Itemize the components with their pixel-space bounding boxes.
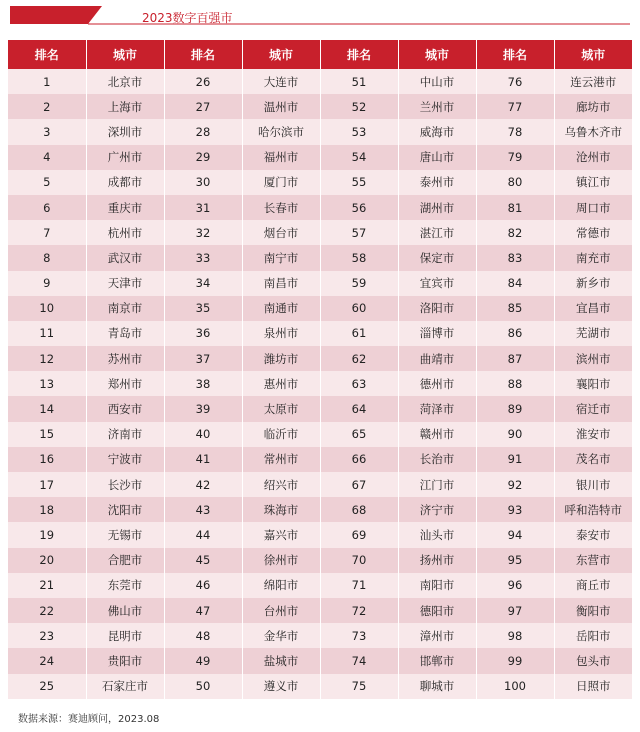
rank-cell: 1 <box>8 69 86 94</box>
table-row <box>8 422 632 447</box>
city-cell: 西安市 <box>86 396 164 421</box>
rank-cell: 80 <box>476 170 554 195</box>
city-cell: 南阳市 <box>398 573 476 598</box>
rank-cell: 86 <box>476 321 554 346</box>
city-cell: 大连市 <box>242 69 320 94</box>
city-cell: 泰安市 <box>554 522 632 547</box>
city-cell: 漳州市 <box>398 623 476 648</box>
city-cell: 哈尔滨市 <box>242 119 320 144</box>
city-cell: 湖州市 <box>398 195 476 220</box>
city-cell: 德阳市 <box>398 598 476 623</box>
rank-cell: 81 <box>476 195 554 220</box>
rank-cell: 84 <box>476 271 554 296</box>
table-row <box>8 648 632 673</box>
rank-cell: 42 <box>164 472 242 497</box>
city-cell: 洛阳市 <box>398 296 476 321</box>
rank-cell: 2 <box>8 94 86 119</box>
city-cell: 无锡市 <box>86 522 164 547</box>
city-cell: 菏泽市 <box>398 396 476 421</box>
rank-cell: 77 <box>476 94 554 119</box>
city-cell: 台州市 <box>242 598 320 623</box>
city-cell: 南京市 <box>86 296 164 321</box>
table-body <box>8 69 632 699</box>
city-cell: 青岛市 <box>86 321 164 346</box>
rank-cell: 5 <box>8 170 86 195</box>
title-bar <box>10 6 630 30</box>
city-cell: 连云港市 <box>554 69 632 94</box>
header-city-4: 城市 <box>554 40 632 69</box>
rank-cell: 70 <box>320 548 398 573</box>
city-cell: 岳阳市 <box>554 623 632 648</box>
city-cell: 聊城市 <box>398 674 476 699</box>
city-cell: 珠海市 <box>242 497 320 522</box>
rank-cell: 98 <box>476 623 554 648</box>
city-cell: 宁波市 <box>86 447 164 472</box>
city-cell: 烟台市 <box>242 220 320 245</box>
rank-cell: 97 <box>476 598 554 623</box>
rank-cell: 78 <box>476 119 554 144</box>
table-row <box>8 119 632 144</box>
rank-cell: 90 <box>476 422 554 447</box>
city-cell: 南宁市 <box>242 245 320 270</box>
rank-cell: 27 <box>164 94 242 119</box>
rank-cell: 20 <box>8 548 86 573</box>
city-cell: 徐州市 <box>242 548 320 573</box>
rank-cell: 62 <box>320 346 398 371</box>
rank-cell: 31 <box>164 195 242 220</box>
rank-cell: 57 <box>320 220 398 245</box>
city-cell: 惠州市 <box>242 371 320 396</box>
rank-cell: 29 <box>164 145 242 170</box>
table-row <box>8 245 632 270</box>
city-cell: 廊坊市 <box>554 94 632 119</box>
rank-cell: 58 <box>320 245 398 270</box>
rank-cell: 28 <box>164 119 242 144</box>
city-cell: 银川市 <box>554 472 632 497</box>
table-row <box>8 674 632 699</box>
rank-cell: 12 <box>8 346 86 371</box>
rank-cell: 71 <box>320 573 398 598</box>
city-cell: 沈阳市 <box>86 497 164 522</box>
city-cell: 合肥市 <box>86 548 164 573</box>
rank-cell: 76 <box>476 69 554 94</box>
rank-cell: 95 <box>476 548 554 573</box>
city-cell: 郑州市 <box>86 371 164 396</box>
table-row <box>8 69 632 94</box>
rank-cell: 47 <box>164 598 242 623</box>
city-cell: 周口市 <box>554 195 632 220</box>
rank-cell: 85 <box>476 296 554 321</box>
city-cell: 北京市 <box>86 69 164 94</box>
city-cell: 长春市 <box>242 195 320 220</box>
table-row <box>8 522 632 547</box>
header-rank-4: 排名 <box>476 40 554 69</box>
city-cell: 南通市 <box>242 296 320 321</box>
city-cell: 泰州市 <box>398 170 476 195</box>
header-city-3: 城市 <box>398 40 476 69</box>
rank-cell: 19 <box>8 522 86 547</box>
rank-cell: 34 <box>164 271 242 296</box>
rank-cell: 3 <box>8 119 86 144</box>
rank-cell: 56 <box>320 195 398 220</box>
city-cell: 佛山市 <box>86 598 164 623</box>
rank-cell: 94 <box>476 522 554 547</box>
rank-cell: 35 <box>164 296 242 321</box>
city-cell: 滨州市 <box>554 346 632 371</box>
rank-cell: 72 <box>320 598 398 623</box>
table-row <box>8 447 632 472</box>
title-bar-decoration <box>10 6 630 30</box>
rank-cell: 44 <box>164 522 242 547</box>
header-rank-2: 排名 <box>164 40 242 69</box>
rank-cell: 21 <box>8 573 86 598</box>
rank-cell: 100 <box>476 674 554 699</box>
rank-cell: 9 <box>8 271 86 296</box>
table-row <box>8 321 632 346</box>
rank-cell: 40 <box>164 422 242 447</box>
city-cell: 中山市 <box>398 69 476 94</box>
rank-cell: 15 <box>8 422 86 447</box>
page-title: 2023数字百强市 <box>142 11 233 25</box>
table-row <box>8 472 632 497</box>
city-cell: 沧州市 <box>554 145 632 170</box>
city-cell: 遵义市 <box>242 674 320 699</box>
rank-cell: 26 <box>164 69 242 94</box>
rank-cell: 99 <box>476 648 554 673</box>
rank-cell: 46 <box>164 573 242 598</box>
rank-cell: 74 <box>320 648 398 673</box>
table-row <box>8 145 632 170</box>
city-cell: 武汉市 <box>86 245 164 270</box>
rank-cell: 52 <box>320 94 398 119</box>
city-cell: 东莞市 <box>86 573 164 598</box>
rank-cell: 18 <box>8 497 86 522</box>
rank-cell: 91 <box>476 447 554 472</box>
rank-cell: 48 <box>164 623 242 648</box>
header-city-2: 城市 <box>242 40 320 69</box>
table-row <box>8 170 632 195</box>
city-cell: 呼和浩特市 <box>554 497 632 522</box>
city-cell: 常州市 <box>242 447 320 472</box>
city-cell: 济宁市 <box>398 497 476 522</box>
rank-cell: 73 <box>320 623 398 648</box>
city-cell: 长沙市 <box>86 472 164 497</box>
city-cell: 镇江市 <box>554 170 632 195</box>
table-row <box>8 573 632 598</box>
city-cell: 芜湖市 <box>554 321 632 346</box>
table-row <box>8 346 632 371</box>
rank-cell: 87 <box>476 346 554 371</box>
rank-cell: 79 <box>476 145 554 170</box>
rank-cell: 17 <box>8 472 86 497</box>
city-cell: 常德市 <box>554 220 632 245</box>
city-cell: 邯郸市 <box>398 648 476 673</box>
rank-cell: 25 <box>8 674 86 699</box>
city-cell: 石家庄市 <box>86 674 164 699</box>
city-cell: 南昌市 <box>242 271 320 296</box>
city-cell: 绵阳市 <box>242 573 320 598</box>
city-cell: 新乡市 <box>554 271 632 296</box>
rank-cell: 64 <box>320 396 398 421</box>
rank-cell: 45 <box>164 548 242 573</box>
city-cell: 泉州市 <box>242 321 320 346</box>
table-row <box>8 271 632 296</box>
city-cell: 长治市 <box>398 447 476 472</box>
city-cell: 贵阳市 <box>86 648 164 673</box>
city-cell: 淄博市 <box>398 321 476 346</box>
table-row <box>8 396 632 421</box>
rank-cell: 54 <box>320 145 398 170</box>
city-cell: 襄阳市 <box>554 371 632 396</box>
rank-cell: 55 <box>320 170 398 195</box>
city-cell: 苏州市 <box>86 346 164 371</box>
city-cell: 昆明市 <box>86 623 164 648</box>
city-cell: 宜昌市 <box>554 296 632 321</box>
rank-cell: 92 <box>476 472 554 497</box>
city-cell: 盐城市 <box>242 648 320 673</box>
rank-cell: 8 <box>8 245 86 270</box>
rank-cell: 37 <box>164 346 242 371</box>
city-cell: 杭州市 <box>86 220 164 245</box>
city-cell: 济南市 <box>86 422 164 447</box>
rank-cell: 32 <box>164 220 242 245</box>
rank-cell: 4 <box>8 145 86 170</box>
rank-cell: 16 <box>8 447 86 472</box>
city-cell: 包头市 <box>554 648 632 673</box>
city-cell: 茂名市 <box>554 447 632 472</box>
rank-cell: 43 <box>164 497 242 522</box>
rank-cell: 51 <box>320 69 398 94</box>
rank-cell: 93 <box>476 497 554 522</box>
rank-cell: 88 <box>476 371 554 396</box>
table-row <box>8 497 632 522</box>
rank-cell: 41 <box>164 447 242 472</box>
header-rank-1: 排名 <box>8 40 86 69</box>
rank-cell: 22 <box>8 598 86 623</box>
rank-cell: 83 <box>476 245 554 270</box>
table-row <box>8 548 632 573</box>
city-cell: 太原市 <box>242 396 320 421</box>
city-cell: 湛江市 <box>398 220 476 245</box>
city-cell: 潍坊市 <box>242 346 320 371</box>
city-cell: 成都市 <box>86 170 164 195</box>
city-cell: 绍兴市 <box>242 472 320 497</box>
city-cell: 厦门市 <box>242 170 320 195</box>
city-cell: 嘉兴市 <box>242 522 320 547</box>
city-cell: 江门市 <box>398 472 476 497</box>
rank-cell: 24 <box>8 648 86 673</box>
rank-cell: 36 <box>164 321 242 346</box>
city-cell: 曲靖市 <box>398 346 476 371</box>
rank-cell: 6 <box>8 195 86 220</box>
city-cell: 东营市 <box>554 548 632 573</box>
city-cell: 温州市 <box>242 94 320 119</box>
city-cell: 临沂市 <box>242 422 320 447</box>
city-cell: 威海市 <box>398 119 476 144</box>
city-cell: 深圳市 <box>86 119 164 144</box>
city-cell: 淮安市 <box>554 422 632 447</box>
city-cell: 德州市 <box>398 371 476 396</box>
rank-cell: 68 <box>320 497 398 522</box>
rank-cell: 60 <box>320 296 398 321</box>
city-cell: 宿迁市 <box>554 396 632 421</box>
table-header-row <box>8 40 632 69</box>
city-cell: 上海市 <box>86 94 164 119</box>
rank-cell: 59 <box>320 271 398 296</box>
city-cell: 衡阳市 <box>554 598 632 623</box>
city-cell: 宜宾市 <box>398 271 476 296</box>
header-city-1: 城市 <box>86 40 164 69</box>
city-cell: 广州市 <box>86 145 164 170</box>
city-cell: 南充市 <box>554 245 632 270</box>
rank-cell: 30 <box>164 170 242 195</box>
city-cell: 乌鲁木齐市 <box>554 119 632 144</box>
city-cell: 兰州市 <box>398 94 476 119</box>
table-row <box>8 195 632 220</box>
rank-cell: 82 <box>476 220 554 245</box>
rank-cell: 61 <box>320 321 398 346</box>
rank-cell: 50 <box>164 674 242 699</box>
rank-cell: 69 <box>320 522 398 547</box>
table-row <box>8 94 632 119</box>
rank-cell: 38 <box>164 371 242 396</box>
ranking-table <box>8 40 632 699</box>
rank-cell: 39 <box>164 396 242 421</box>
table-row <box>8 623 632 648</box>
city-cell: 天津市 <box>86 271 164 296</box>
header-rank-3: 排名 <box>320 40 398 69</box>
city-cell: 汕头市 <box>398 522 476 547</box>
rank-cell: 11 <box>8 321 86 346</box>
rank-cell: 96 <box>476 573 554 598</box>
rank-cell: 75 <box>320 674 398 699</box>
data-source-note: 数据来源：赛迪顾问，2023.08 <box>18 714 160 725</box>
rank-cell: 13 <box>8 371 86 396</box>
city-cell: 金华市 <box>242 623 320 648</box>
city-cell: 唐山市 <box>398 145 476 170</box>
rank-cell: 33 <box>164 245 242 270</box>
rank-cell: 49 <box>164 648 242 673</box>
rank-cell: 10 <box>8 296 86 321</box>
rank-cell: 67 <box>320 472 398 497</box>
city-cell: 保定市 <box>398 245 476 270</box>
city-cell: 日照市 <box>554 674 632 699</box>
rank-cell: 66 <box>320 447 398 472</box>
city-cell: 赣州市 <box>398 422 476 447</box>
rank-cell: 23 <box>8 623 86 648</box>
city-cell: 扬州市 <box>398 548 476 573</box>
table-row <box>8 296 632 321</box>
city-cell: 福州市 <box>242 145 320 170</box>
city-cell: 重庆市 <box>86 195 164 220</box>
table-row <box>8 598 632 623</box>
city-cell: 商丘市 <box>554 573 632 598</box>
rank-cell: 63 <box>320 371 398 396</box>
rank-cell: 7 <box>8 220 86 245</box>
rank-cell: 53 <box>320 119 398 144</box>
rank-cell: 65 <box>320 422 398 447</box>
rank-cell: 14 <box>8 396 86 421</box>
table-row <box>8 371 632 396</box>
rank-cell: 89 <box>476 396 554 421</box>
table-row <box>8 220 632 245</box>
